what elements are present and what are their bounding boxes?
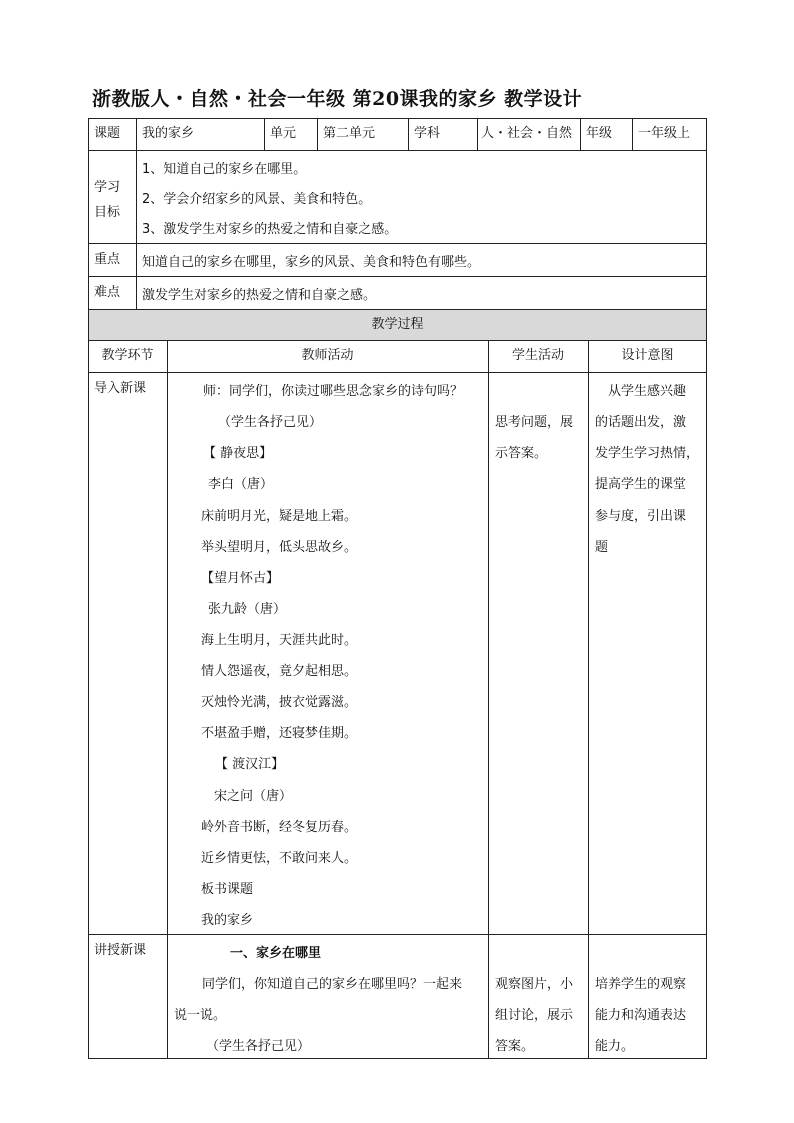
- subject-value: 人・社会・自然: [481, 126, 573, 141]
- intent-line: 从学生感兴趣: [608, 384, 687, 399]
- col-stage-header: 教学环节: [101, 348, 154, 363]
- difficulty-label: 难点: [94, 285, 121, 300]
- teacher-line: 说一说。: [174, 1008, 227, 1023]
- student-line: 组讨论，展示: [495, 1008, 574, 1023]
- student-line: 示答案。: [495, 446, 548, 461]
- topic-value: 我的家乡: [142, 126, 195, 141]
- teacher-line: 灭烛怜光满，披衣觉露滋。: [201, 695, 358, 710]
- intent-line: 发学生学习热情，: [595, 446, 700, 461]
- teacher-line: 一、家乡在哪里: [230, 946, 322, 961]
- col-intent-header: 设计意图: [621, 348, 674, 363]
- student-line: 观察图片，小: [495, 977, 574, 992]
- grade-value: 一年级上: [638, 126, 691, 141]
- intent-line: 参与度，引出课: [595, 509, 687, 524]
- intent-line: 的话题出发，激: [595, 415, 687, 430]
- stage-intro: 导入新课: [94, 381, 147, 396]
- grade-label: 年级: [586, 126, 613, 141]
- teacher-line: 举头望明月，低头思故乡。: [201, 540, 358, 555]
- intent-line: 能力和沟通表达: [595, 1008, 687, 1023]
- unit-value: 第二单元: [323, 126, 376, 141]
- student-line: 思考问题，展: [495, 415, 574, 430]
- intent-line: 能力。: [595, 1039, 635, 1054]
- teacher-line: 床前明月光，疑是地上霜。: [201, 509, 358, 524]
- teacher-line: （学生各抒己见）: [218, 415, 323, 430]
- subject-label: 学科: [414, 126, 441, 141]
- teacher-line: 【 静夜思】: [203, 446, 273, 461]
- process-header: 教学过程: [371, 317, 424, 332]
- objectives-label-line1: 学习: [94, 180, 121, 195]
- teacher-line: （学生各抒己见）: [206, 1039, 311, 1054]
- teacher-line: 【 渡汉江】: [215, 757, 285, 772]
- col-student-header: 学生活动: [511, 348, 564, 363]
- teacher-line: 李白（唐）: [208, 477, 274, 492]
- intent-line: 题: [595, 540, 609, 555]
- difficulty-value: 激发学生对家乡的热爱之情和自豪之感。: [142, 288, 377, 303]
- intent-line: 提高学生的课堂: [595, 477, 687, 492]
- teacher-line: 同学们，你知道自己的家乡在哪里吗？一起来: [202, 977, 463, 992]
- teacher-line: 宋之问（唐）: [214, 789, 293, 804]
- stage-new-lesson: 讲授新课: [94, 943, 147, 958]
- student-line: 答案。: [495, 1039, 535, 1054]
- objective-item: 3、激发学生对家乡的热爱之情和自豪之感。: [142, 222, 398, 237]
- teacher-line: 张九龄（唐）: [208, 602, 287, 617]
- objective-item: 2、学会介绍家乡的风景、美食和特色。: [142, 192, 372, 207]
- teacher-line: 情人怨遥夜，竟夕起相思。: [201, 664, 358, 679]
- key-point-label: 重点: [94, 252, 121, 267]
- page-title: 浙教版人・自然・社会一年级 第20课我的家乡 教学设计: [92, 88, 583, 110]
- teacher-line: 海上生明月，天涯共此时。: [201, 633, 358, 648]
- teacher-line: 不堪盈手赠，还寝梦佳期。: [201, 726, 358, 741]
- teacher-line: 师：同学们，你读过哪些思念家乡的诗句吗？: [203, 384, 464, 399]
- teacher-line: 【望月怀古】: [201, 571, 280, 586]
- teacher-line: 板书课题: [201, 882, 254, 897]
- col-teacher-header: 教师活动: [301, 348, 354, 363]
- key-point-value: 知道自己的家乡在哪里，家乡的风景、美食和特色有哪些。: [142, 255, 481, 270]
- topic-label: 课题: [94, 126, 121, 141]
- objectives-label-line2: 目标: [94, 205, 121, 220]
- teacher-line: 近乡情更怯，不敢问来人。: [201, 851, 358, 866]
- teacher-line: 我的家乡: [201, 913, 254, 928]
- teacher-line: 岭外音书断，经冬复历春。: [201, 820, 358, 835]
- objective-item: 1、知道自己的家乡在哪里。: [142, 162, 307, 177]
- intent-line: 培养学生的观察: [595, 977, 687, 992]
- unit-label: 单元: [270, 126, 297, 141]
